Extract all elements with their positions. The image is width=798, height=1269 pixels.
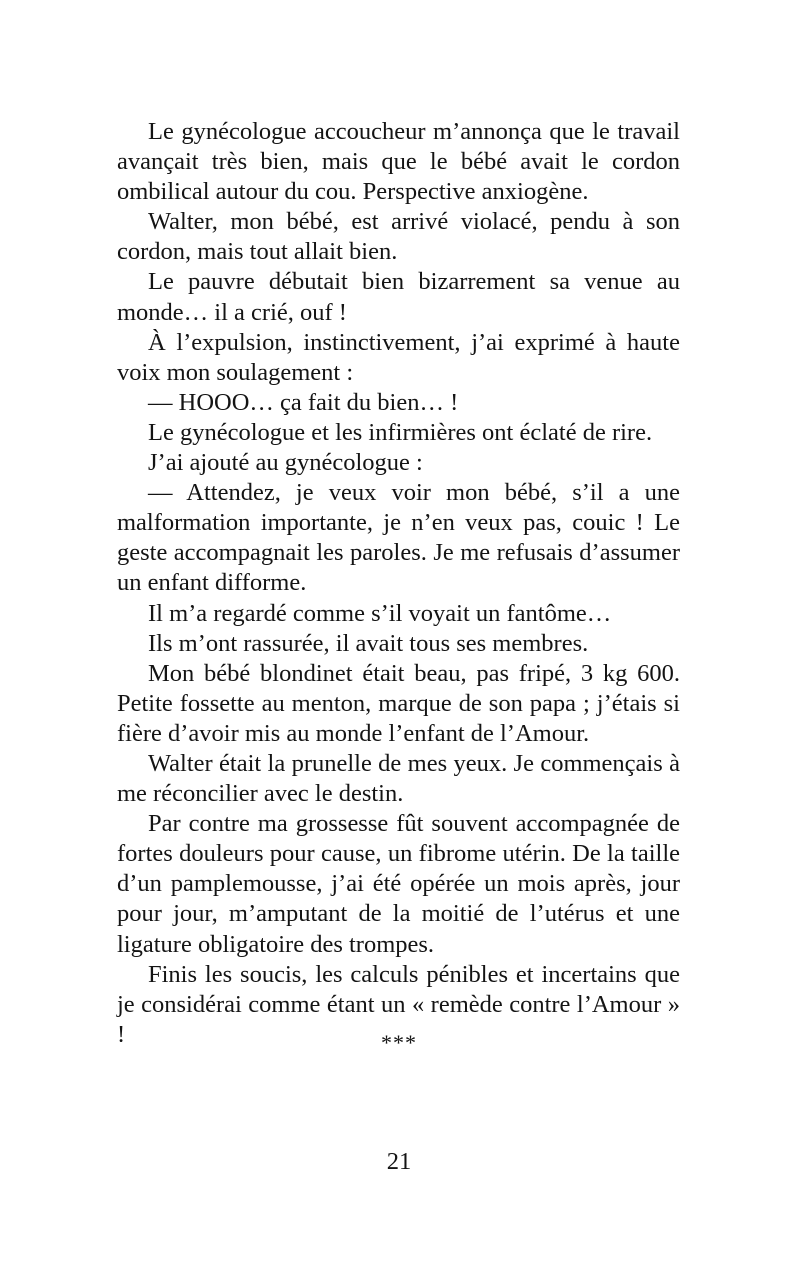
paragraph: Ils m’ont rassurée, il avait tous ses membres. [148, 629, 589, 657]
paragraph: Finis les soucis, les calculs pénibles et incertains que je considérai comme étant un « remède contre l’Amour » ! [117, 960, 680, 1048]
paragraph: Mon bébé blondinet était beau, pas fripé, 3 kg 600. Petite fossette au menton, marque de son papa ; j’étais si fière d’avoir mis au monde l’enfant de l’Amour. [117, 659, 680, 747]
paragraph: Il m’a regardé comme s’il voyait un fantôme… [148, 599, 612, 627]
paragraph: Walter était la prunelle de mes yeux. Je commençais à me réconcilier avec le destin. [117, 749, 680, 808]
dialogue-line: — HOOO… ça fait du bien… ! [148, 388, 459, 416]
dialogue-line: — Attendez, je veux voir mon bébé, s’il a une malformation importante, je n’en veux pas, couic ! Le geste accompagnait les paroles. Je me refusais d’assumer un enfant difforme. [117, 479, 680, 597]
paragraph: À l’expulsion, instinctivement, j’ai exprimé à haute voix mon soulagement : [117, 328, 680, 386]
paragraph: Le gynécologue et les infirmières ont éclaté de rire. [148, 418, 653, 446]
paragraph: Par contre ma grossesse fût souvent accompagnée de fortes douleurs pour cause, un fibrome utérin. De la taille d’un pamplemousse, j’ai été opérée un mois après, jour pour jour, m’amputant de la moitié de l’utérus et une ligature obligatoire des trompes. [117, 810, 680, 958]
paragraph: Walter, mon bébé, est arrivé violacé, pendu à son cordon, mais tout allait bien. [117, 208, 680, 266]
page-number: 21 [386, 1148, 412, 1175]
body-text [117, 117, 680, 1050]
paragraph: Le pauvre débutait bien bizarrement sa venue au monde… il a crié, ouf ! [117, 268, 680, 326]
section-separator: *** [381, 1030, 417, 1055]
paragraph: J’ai ajouté au gynécologue : [148, 449, 423, 477]
book-page-text-block [117, 117, 680, 1050]
paragraph: Le gynécologue accoucheur m’annonça que le travail avançait très bien, mais que le bébé avait le cordon ombilical autour du cou. Perspective anxiogène. [117, 118, 680, 206]
